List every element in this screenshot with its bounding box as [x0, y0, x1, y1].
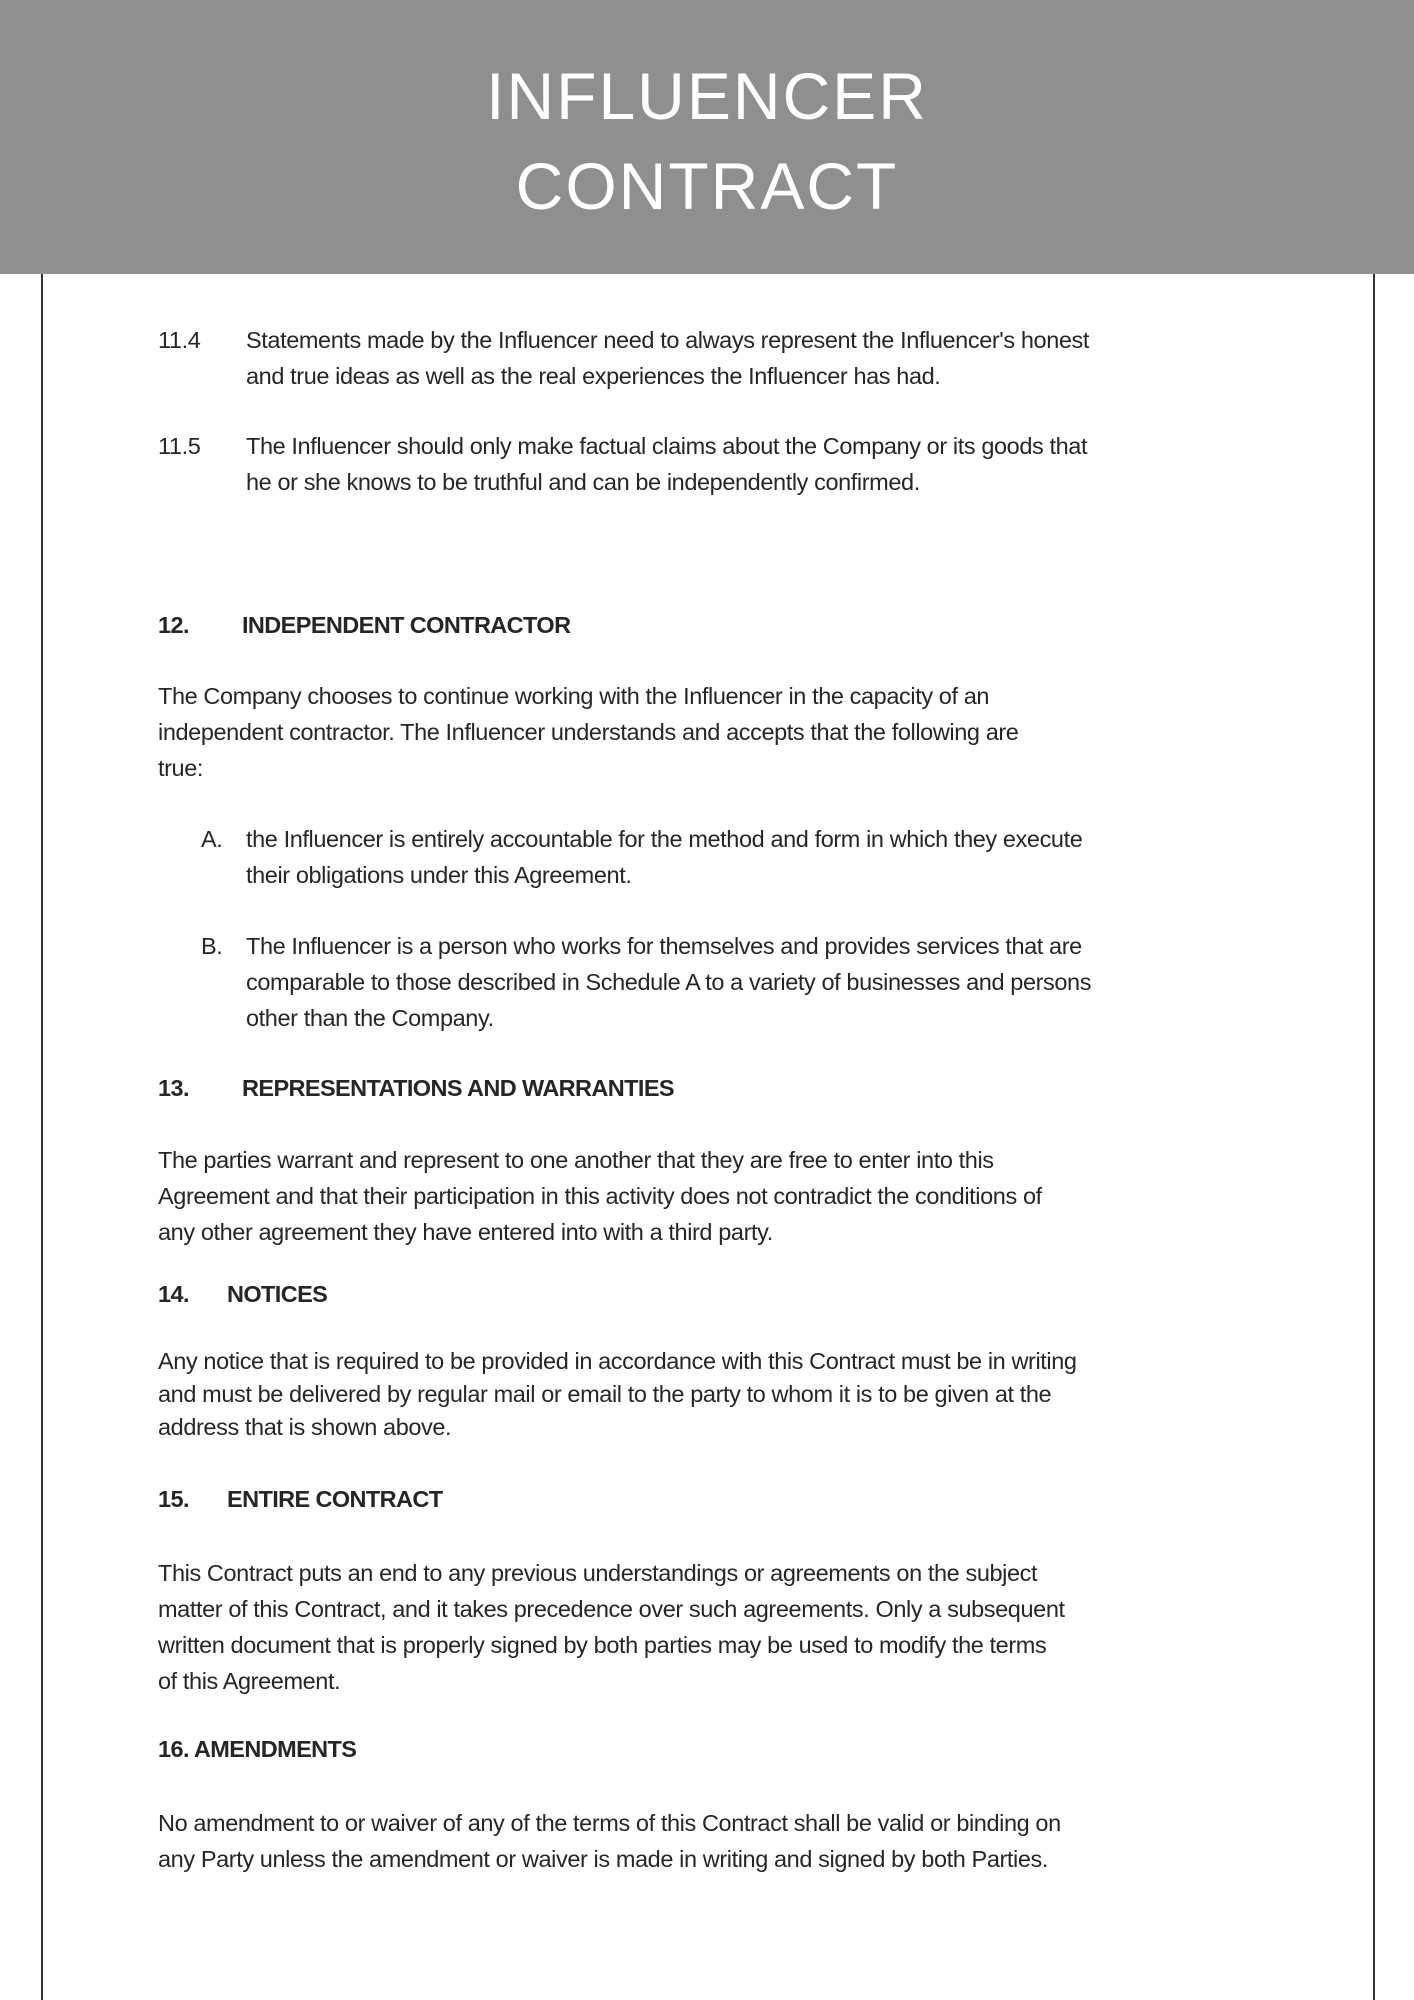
text-line: the Influencer is entirely accountable for the method and form in which they execute — [246, 826, 1083, 852]
text-line: The Influencer should only make factual claims about the Company or its goods that — [246, 433, 1088, 459]
section-12-heading: INDEPENDENT CONTRACTOR — [242, 612, 571, 638]
text-line: true: — [158, 755, 204, 781]
clause-number: 11.5 — [158, 433, 201, 459]
text-line: any other agreement they have entered into with a third party. — [158, 1219, 773, 1245]
page-border-right — [1373, 274, 1375, 2000]
text-line: written document that is properly signed by both parties may be used to modify the terms — [158, 1632, 1047, 1658]
title-line-1: INFLUENCER — [486, 59, 928, 133]
text-line: Agreement and that their participation in this activity does not contradict the conditions of — [158, 1183, 1042, 1209]
text-line: This Contract puts an end to any previous understandings or agreements on the subject — [158, 1560, 1038, 1586]
text-line: The Influencer is a person who works for themselves and provides services that are — [246, 933, 1082, 959]
text-line: No amendment to or waiver of any of the terms of this Contract shall be valid or binding on — [158, 1810, 1061, 1836]
section-15-heading: ENTIRE CONTRACT — [227, 1486, 443, 1512]
text-line: The parties warrant and represent to one another that they are free to enter into this — [158, 1147, 994, 1173]
section-16-heading: 16. AMENDMENTS — [158, 1736, 357, 1762]
text-line: other than the Company. — [246, 1005, 494, 1031]
section-12-number: 12. — [158, 612, 189, 638]
clause-11-4-text — [246, 322, 1089, 394]
text-line: Any notice that is required to be provided in accordance with this Contract must be in writing — [158, 1348, 1077, 1374]
list-item-b — [246, 928, 1091, 1036]
section-16-paragraph — [158, 1805, 1061, 1877]
text-line: The Company chooses to continue working with the Influencer in the capacity of an — [158, 683, 990, 709]
section-14-heading: NOTICES — [227, 1281, 328, 1307]
page-border-left — [41, 274, 43, 2000]
text-line: independent contractor. The Influencer understands and accepts that the following are — [158, 719, 1019, 745]
text-line: he or she knows to be truthful and can be independently confirmed. — [246, 469, 920, 495]
text-line: Statements made by the Influencer need to always represent the Influencer's honest — [246, 327, 1090, 353]
section-14-number: 14. — [158, 1281, 189, 1307]
text-line: of this Agreement. — [158, 1668, 341, 1694]
title-line-2: CONTRACT — [515, 149, 899, 223]
list-item-a — [246, 821, 1082, 893]
text-line: any Party unless the amendment or waiver is made in writing and signed by both Parties. — [158, 1846, 1049, 1872]
title-banner — [0, 0, 1414, 274]
text-line: comparable to those described in Schedule A to a variety of businesses and persons — [246, 969, 1092, 995]
text-line: and must be delivered by regular mail or email to the party to whom it is to be given at the — [158, 1381, 1052, 1407]
text-line: address that is shown above. — [158, 1414, 452, 1440]
section-13-number: 13. — [158, 1075, 189, 1101]
list-label: A. — [201, 826, 223, 852]
list-label: B. — [201, 933, 223, 959]
text-line: and true ideas as well as the real experiences the Influencer has had. — [246, 363, 941, 389]
section-13-paragraph — [158, 1142, 1042, 1250]
section-12-paragraph — [158, 678, 1018, 786]
section-14-paragraph — [158, 1345, 1077, 1444]
clause-11-5-text — [246, 428, 1087, 500]
text-line: matter of this Contract, and it takes precedence over such agreements. Only a subsequent — [158, 1596, 1065, 1622]
section-15-paragraph — [158, 1555, 1065, 1699]
text-line: their obligations under this Agreement. — [246, 862, 632, 888]
clause-number: 11.4 — [158, 327, 201, 353]
section-15-number: 15. — [158, 1486, 189, 1512]
section-13-heading: REPRESENTATIONS AND WARRANTIES — [242, 1075, 675, 1101]
